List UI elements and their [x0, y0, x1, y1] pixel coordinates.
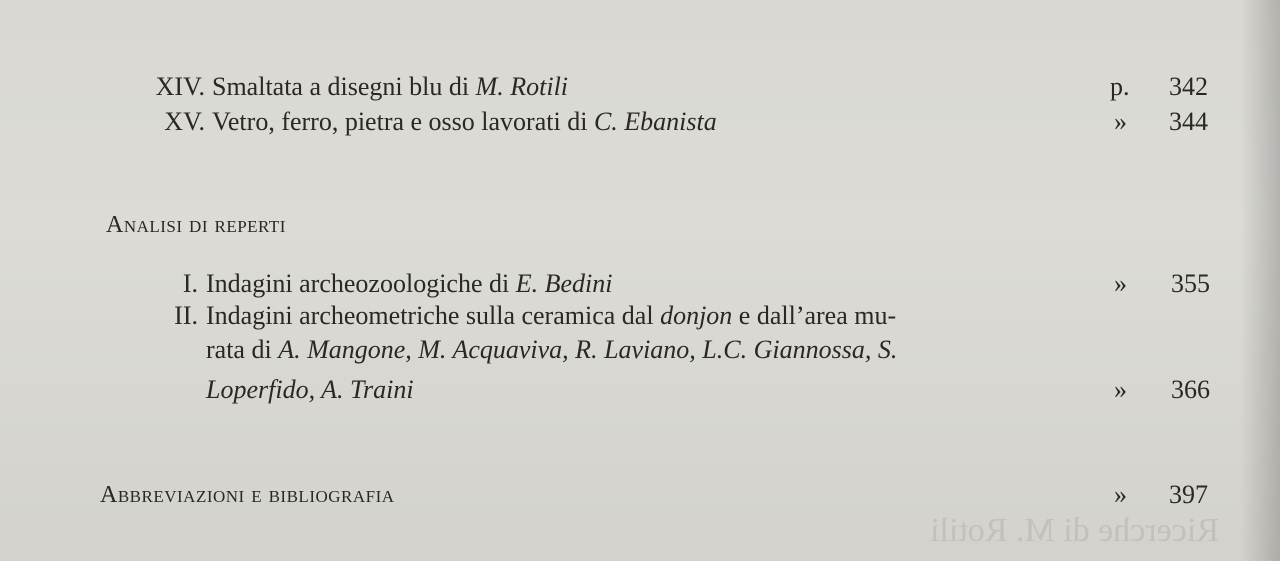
entry-number: II.	[174, 301, 198, 330]
entry-title: Indagini archeometriche sulla ceramica dal donjon e dall’area mu-	[206, 301, 897, 330]
page-number: 344	[1169, 107, 1208, 136]
entry-number: XV.	[164, 107, 205, 136]
entry-author: E. Bedini	[515, 269, 613, 298]
entry-authors: Loperfido, A. Traini	[206, 375, 414, 404]
page-number: 355	[1171, 269, 1210, 298]
page-number: 397	[1169, 480, 1208, 509]
toc-entry-xiv[interactable]	[0, 67, 1280, 107]
entry-number: XIV.	[155, 72, 205, 101]
entry-number: I.	[182, 269, 198, 298]
entry-authors: rata di A. Mangone, M. Acquaviva, R. Laviano, L.C. Giannossa, S.	[206, 335, 898, 364]
entry-title: Indagini archeozoologiche di E. Bedini	[206, 269, 613, 298]
section-heading: Analisi di reperti	[106, 212, 286, 238]
entry-title: Smaltata a disegni blu di M. Rotili	[212, 72, 569, 101]
toc-entry-xv[interactable]	[0, 102, 1280, 142]
page-prefix: »	[1114, 480, 1127, 509]
section-heading: Abbreviazioni e bibliografia	[100, 482, 395, 508]
section-heading-analisi	[0, 205, 1280, 245]
page-prefix: »	[1114, 269, 1127, 298]
page-number: 366	[1171, 375, 1210, 404]
toc-entry-abbreviazioni[interactable]	[0, 475, 1280, 515]
entry-line-3	[0, 370, 1280, 410]
page-prefix: »	[1114, 107, 1127, 136]
show-through-text: Ricerche di M. Rotili	[930, 512, 1219, 549]
entry-title: Vetro, ferro, pietra e osso lavorati di C. Ebanista	[212, 107, 717, 136]
entry-author: M. Rotili	[475, 72, 569, 101]
page-number: 342	[1169, 72, 1208, 101]
entry-author: C. Ebanista	[593, 107, 717, 136]
page-prefix: p.	[1110, 72, 1130, 101]
entry-line-2	[0, 330, 1280, 370]
page-prefix: »	[1114, 375, 1127, 404]
